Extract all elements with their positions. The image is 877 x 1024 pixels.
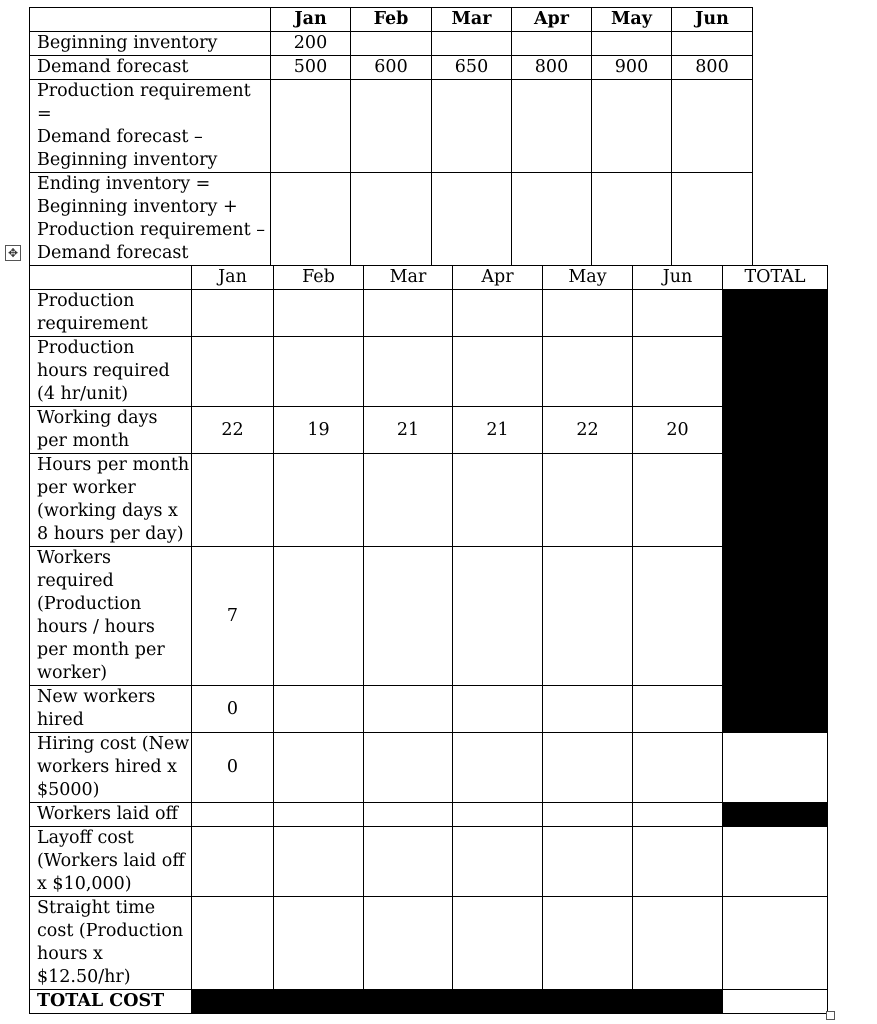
value-cell[interactable]	[271, 173, 351, 266]
month-header: Jun	[672, 8, 753, 32]
value-cell[interactable]	[633, 337, 723, 407]
month-header: Jan	[192, 266, 274, 290]
value-cell[interactable]	[453, 686, 543, 733]
table-row	[30, 827, 828, 897]
value-cell[interactable]	[364, 337, 453, 407]
value-cell[interactable]	[543, 733, 633, 803]
table-row	[30, 454, 828, 547]
value-cell[interactable]	[274, 337, 364, 407]
value-cell[interactable]	[543, 547, 633, 686]
value-cell[interactable]	[274, 827, 364, 897]
value-cell[interactable]	[192, 803, 274, 827]
row-label: Hiring cost (New workers hired x $5000)	[30, 733, 192, 803]
value-cell[interactable]	[453, 733, 543, 803]
value-cell[interactable]	[633, 686, 723, 733]
value-cell[interactable]	[364, 733, 453, 803]
row-label: Workers required (Production hours / hours per month per worker)	[30, 547, 192, 686]
month-header: Mar	[364, 266, 453, 290]
value-cell[interactable]	[512, 32, 592, 56]
value-cell[interactable]	[633, 290, 723, 337]
table-row	[30, 80, 753, 173]
total-cost-shaded-cells	[192, 990, 723, 1014]
value-cell[interactable]	[592, 173, 672, 266]
value-cell[interactable]	[672, 80, 753, 173]
row-label: Ending inventory = Beginning inventory + Production requirement – Demand forecast	[30, 173, 271, 266]
inventory-header-row	[30, 8, 753, 32]
row-label: Production requirement	[30, 290, 192, 337]
table-row	[30, 803, 828, 827]
workforce-header-row	[30, 266, 828, 290]
value-cell[interactable]	[192, 290, 274, 337]
value-cell[interactable]: 600	[351, 56, 432, 80]
value-cell[interactable]	[364, 290, 453, 337]
table-row	[30, 407, 828, 454]
total-cell-shaded	[723, 803, 828, 827]
value-cell[interactable]	[453, 547, 543, 686]
table-row	[30, 337, 828, 407]
value-cell[interactable]: 22	[543, 407, 633, 454]
value-cell[interactable]	[453, 337, 543, 407]
value-cell[interactable]: 800	[672, 56, 753, 80]
value-cell[interactable]	[633, 454, 723, 547]
total-cell[interactable]	[723, 733, 828, 803]
value-cell[interactable]	[453, 290, 543, 337]
value-cell[interactable]: 7	[192, 547, 274, 686]
value-cell[interactable]	[543, 803, 633, 827]
grand-total-cell[interactable]	[723, 990, 828, 1014]
value-cell[interactable]	[364, 827, 453, 897]
value-cell[interactable]: 500	[271, 56, 351, 80]
table-row	[30, 173, 753, 266]
value-cell[interactable]	[274, 803, 364, 827]
workforce-cost-table	[29, 265, 828, 1014]
table-row	[30, 32, 753, 56]
total-cost-label: TOTAL COST	[30, 990, 192, 1014]
value-cell[interactable]	[633, 803, 723, 827]
value-cell[interactable]: 650	[432, 56, 512, 80]
month-header: Jun	[633, 266, 723, 290]
value-cell[interactable]	[592, 32, 672, 56]
month-header: Apr	[453, 266, 543, 290]
month-header: May	[543, 266, 633, 290]
value-cell[interactable]	[512, 173, 592, 266]
value-cell[interactable]: 21	[364, 407, 453, 454]
value-cell[interactable]	[364, 803, 453, 827]
value-cell[interactable]	[364, 454, 453, 547]
value-cell[interactable]: 800	[512, 56, 592, 80]
value-cell[interactable]: 0	[192, 733, 274, 803]
table-row	[30, 547, 828, 686]
value-cell[interactable]	[274, 454, 364, 547]
row-label: Workers laid off	[30, 803, 192, 827]
value-cell[interactable]	[432, 32, 512, 56]
value-cell[interactable]	[274, 733, 364, 803]
value-cell[interactable]	[592, 80, 672, 173]
value-cell[interactable]	[543, 454, 633, 547]
table-row	[30, 290, 828, 337]
value-cell[interactable]	[351, 32, 432, 56]
table-row	[30, 733, 828, 803]
total-cell[interactable]	[723, 897, 828, 990]
row-label: Beginning inventory	[30, 32, 271, 56]
total-cell[interactable]	[723, 827, 828, 897]
row-label: New workers hired	[30, 686, 192, 733]
value-cell[interactable]	[633, 733, 723, 803]
total-cell-shaded	[723, 337, 828, 407]
value-cell[interactable]	[351, 80, 432, 173]
value-cell[interactable]	[453, 827, 543, 897]
value-cell[interactable]	[192, 454, 274, 547]
value-cell[interactable]	[633, 897, 723, 990]
value-cell[interactable]	[274, 897, 364, 990]
total-cell-shaded	[723, 454, 828, 547]
total-cell-shaded	[723, 290, 828, 337]
total-cost-row	[30, 990, 828, 1014]
table-resize-handle[interactable]	[826, 1011, 835, 1020]
value-cell[interactable]	[192, 897, 274, 990]
value-cell[interactable]: 200	[271, 32, 351, 56]
row-label: Straight time cost (Production hours x $12.50/hr)	[30, 897, 192, 990]
corner-cell	[30, 266, 192, 290]
month-header: Mar	[432, 8, 512, 32]
value-cell[interactable]	[351, 173, 432, 266]
value-cell[interactable]	[453, 454, 543, 547]
value-cell[interactable]	[364, 686, 453, 733]
value-cell[interactable]	[543, 897, 633, 990]
table-row	[30, 897, 828, 990]
row-label: Demand forecast	[30, 56, 271, 80]
total-cell-shaded	[723, 547, 828, 686]
month-header: Feb	[351, 8, 432, 32]
value-cell[interactable]	[633, 827, 723, 897]
value-cell[interactable]	[432, 173, 512, 266]
value-cell[interactable]	[192, 827, 274, 897]
table-row	[30, 686, 828, 733]
value-cell[interactable]	[543, 686, 633, 733]
value-cell[interactable]	[271, 80, 351, 173]
corner-cell	[30, 8, 271, 32]
value-cell[interactable]: 0	[192, 686, 274, 733]
row-label: Production requirement = Demand forecast – Beginning inventory	[30, 80, 271, 173]
total-cell-shaded	[723, 407, 828, 454]
value-cell[interactable]	[672, 32, 753, 56]
value-cell[interactable]	[543, 337, 633, 407]
value-cell[interactable]	[274, 547, 364, 686]
value-cell[interactable]	[512, 80, 592, 173]
value-cell[interactable]: 21	[453, 407, 543, 454]
value-cell[interactable]	[543, 290, 633, 337]
value-cell[interactable]: 19	[274, 407, 364, 454]
value-cell[interactable]	[274, 290, 364, 337]
month-header: Apr	[512, 8, 592, 32]
value-cell[interactable]	[192, 337, 274, 407]
row-label: Production hours required (4 hr/unit)	[30, 337, 192, 407]
value-cell[interactable]	[364, 897, 453, 990]
total-header: TOTAL	[723, 266, 828, 290]
value-cell[interactable]	[672, 173, 753, 266]
table-row	[30, 56, 753, 80]
value-cell[interactable]	[364, 547, 453, 686]
row-label: Hours per month per worker (working days x 8 hours per day)	[30, 454, 192, 547]
value-cell[interactable]	[453, 897, 543, 990]
row-label: Layoff cost (Workers laid off x $10,000)	[30, 827, 192, 897]
month-header: Jan	[271, 8, 351, 32]
value-cell[interactable]: 900	[592, 56, 672, 80]
value-cell[interactable]	[432, 80, 512, 173]
value-cell[interactable]	[633, 547, 723, 686]
table-move-handle-icon[interactable]: ✥	[5, 245, 21, 261]
month-header: Feb	[274, 266, 364, 290]
value-cell[interactable]: 20	[633, 407, 723, 454]
value-cell[interactable]: 22	[192, 407, 274, 454]
inventory-table	[29, 7, 753, 266]
row-label: Working days per month	[30, 407, 192, 454]
value-cell[interactable]	[274, 686, 364, 733]
month-header: May	[592, 8, 672, 32]
total-cell-shaded	[723, 686, 828, 733]
value-cell[interactable]	[453, 803, 543, 827]
value-cell[interactable]	[543, 827, 633, 897]
